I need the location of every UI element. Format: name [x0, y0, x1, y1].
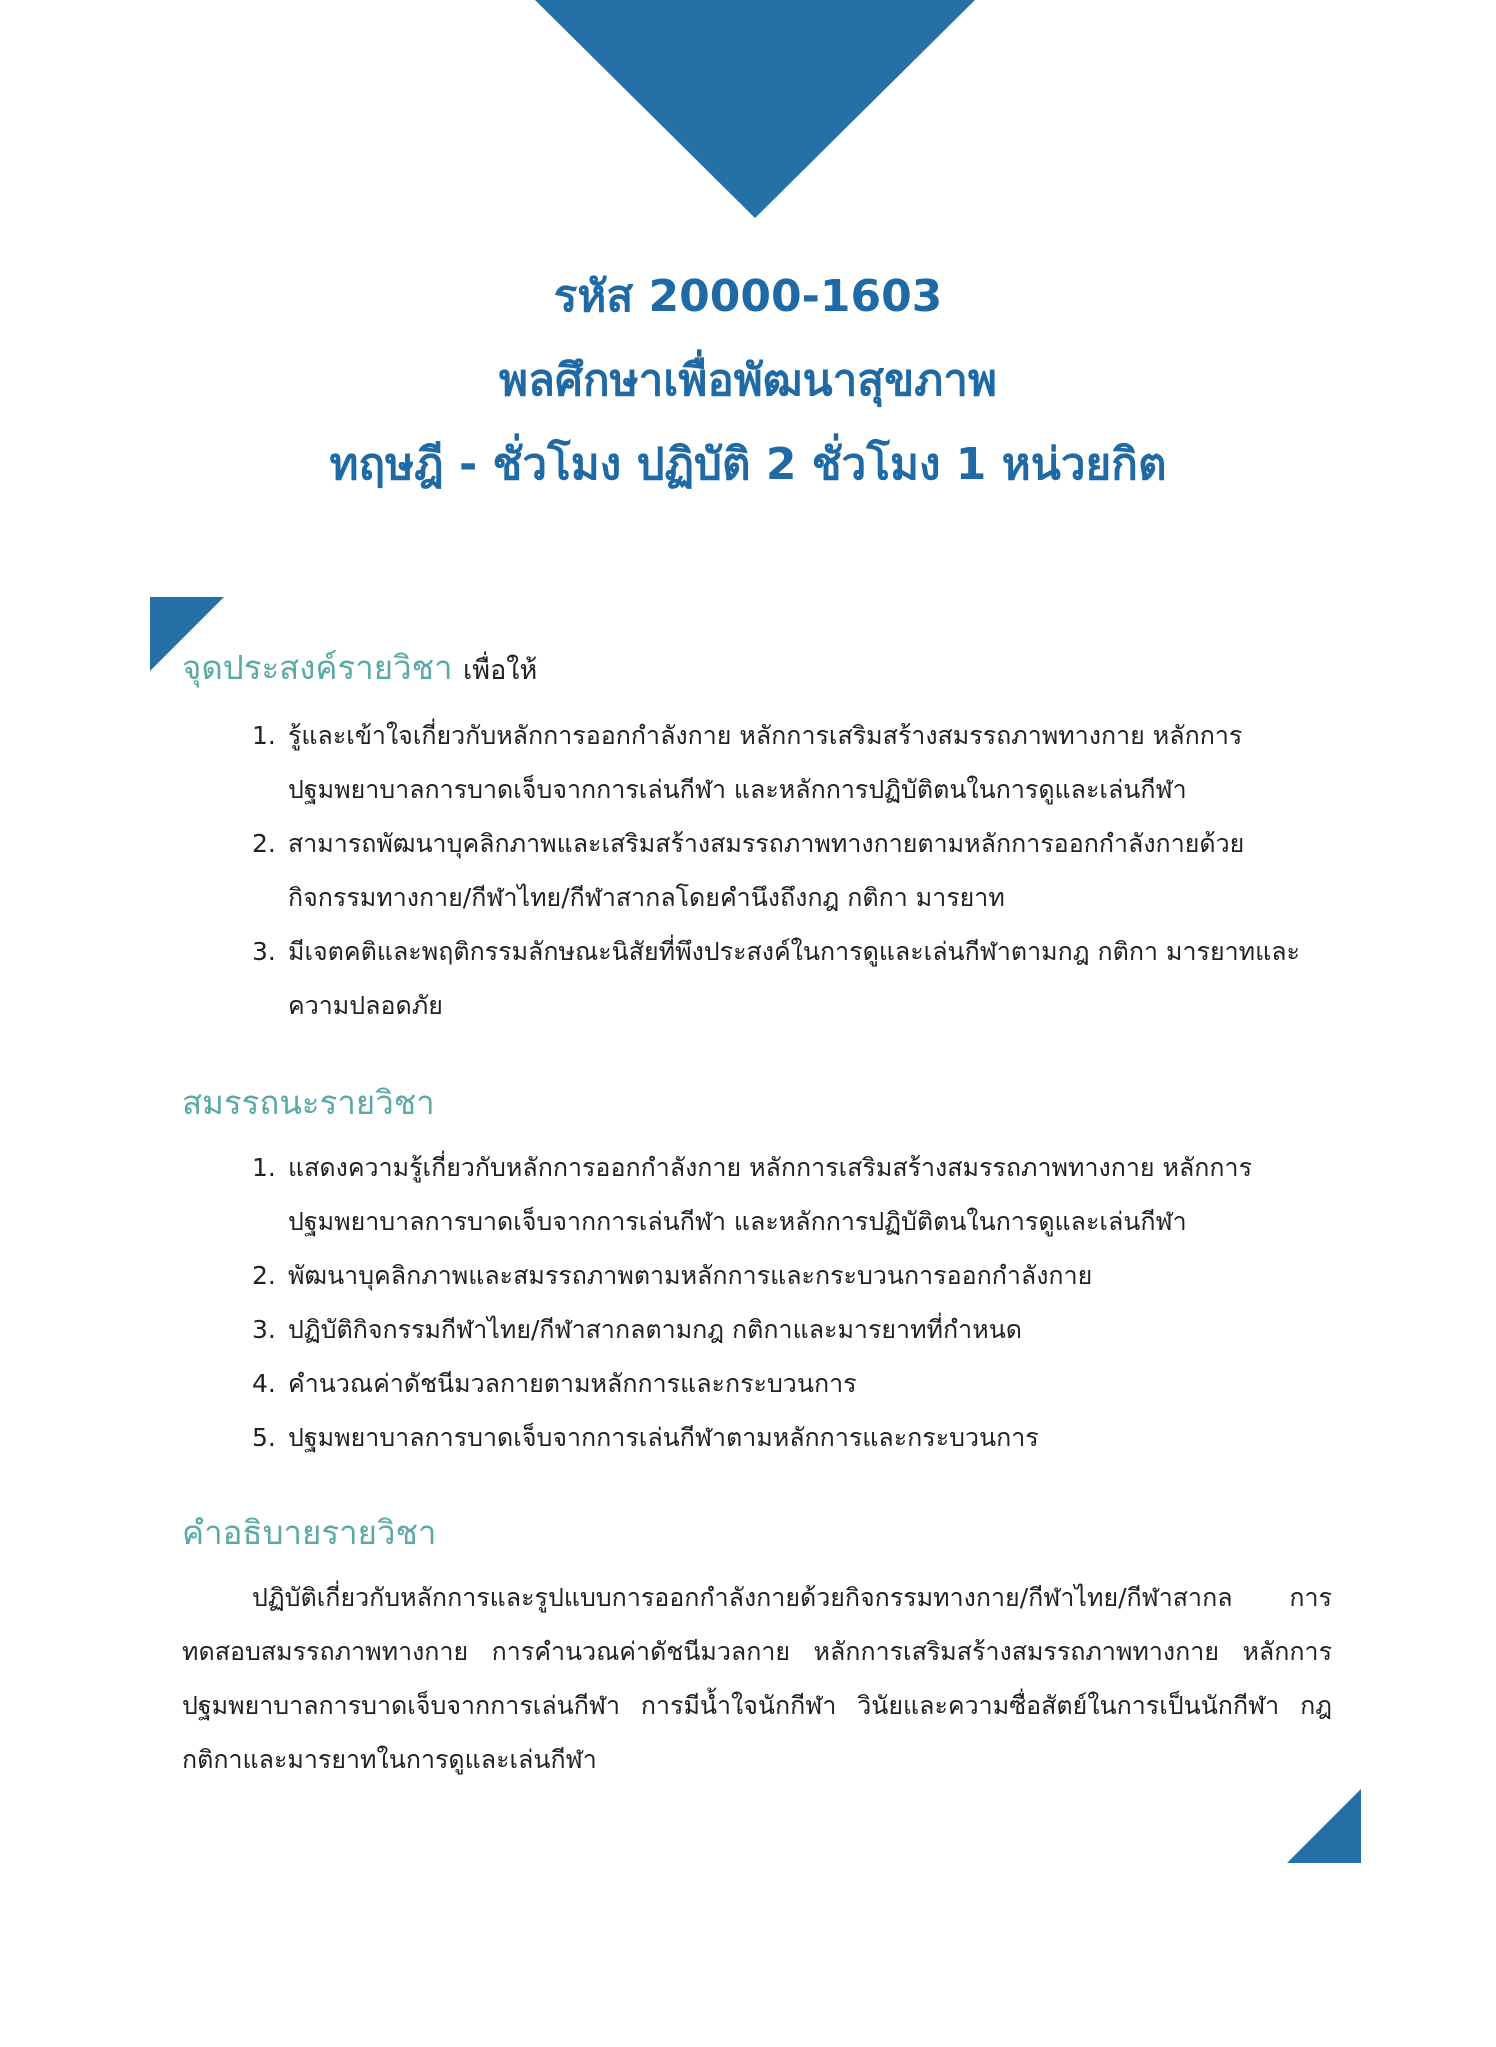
objectives-heading [182, 640, 1332, 699]
competencies-list [182, 1141, 1332, 1465]
description-paragraph: ปฏิบัติเกี่ยวกับหลักการและรูปแบบการออกกำลังกายด้วยกิจกรรมทางกาย/กีฬาไทย/กีฬาสากล การทดสอบสมรรถภาพทางกาย การคำนวณค่าดัชนีมวลกาย หลักการเสริมสร้างสมรรถภาพทางกาย หลักการปฐมพยาบาลการบาดเจ็บจากการเล่นกีฬา การมีน้ำใจนักกีฬา วินัยและความซื่อสัตย์ในการเป็นนักกีฬา กฎกติกาและมารยาทในการดูและเล่นกีฬา [182, 1583, 1332, 1774]
list-item [252, 817, 1332, 925]
list-item [252, 1141, 1332, 1249]
item-number: 1. [252, 721, 276, 750]
objectives-section [182, 640, 1332, 1033]
description-heading: คำอธิบายรายวิชา [182, 1513, 437, 1552]
item-number: 3. [252, 1315, 276, 1344]
top-decorative-triangle [535, 0, 975, 218]
item-text: แสดงความรู้เกี่ยวกับหลักการออกกำลังกาย หลักการเสริมสร้างสมรรถภาพทางกาย หลักการปฐมพยาบาลการบาดเจ็บจากการเล่นกีฬา และหลักการปฏิบัติตนในการดูและเล่นกีฬา [288, 1153, 1253, 1236]
course-code: รหัส 20000-1603 [553, 271, 943, 322]
objectives-heading-text: จุดประสงค์รายวิชา [182, 648, 453, 687]
list-item [252, 1357, 1332, 1411]
course-title-block [0, 255, 1496, 507]
item-number: 2. [252, 1261, 276, 1290]
item-number: 1. [252, 1153, 276, 1182]
list-item [252, 1411, 1332, 1465]
course-hours: ทฤษฎี - ชั่วโมง ปฏิบัติ 2 ชั่วโมง 1 หน่วยกิต [329, 439, 1167, 490]
bottom-right-decorative-triangle [1287, 1789, 1361, 1863]
description-section [182, 1505, 1332, 1787]
list-item [252, 1303, 1332, 1357]
competencies-heading: สมรรถนะรายวิชา [182, 1083, 435, 1122]
item-number: 4. [252, 1369, 276, 1398]
item-text: สามารถพัฒนาบุคลิกภาพและเสริมสร้างสมรรถภาพทางกายตามหลักการออกกำลังกายด้วยกิจกรรมทางกาย/กีฬาไทย/กีฬาสากลโดยคำนึงถึงกฎ กติกา มารยาท [288, 829, 1245, 912]
item-text: รู้และเข้าใจเกี่ยวกับหลักการออกกำลังกาย หลักการเสริมสร้างสมรรถภาพทางกาย หลักการปฐมพยาบาลการบาดเจ็บจากการเล่นกีฬา และหลักการปฏิบัติตนในการดูและเล่นกีฬา [288, 721, 1243, 804]
list-item [252, 1249, 1332, 1303]
item-number: 2. [252, 829, 276, 858]
item-text: มีเจตคติและพฤติกรรมลักษณะนิสัยที่พึงประสงค์ในการดูและเล่นกีฬาตามกฎ กติกา มารยาทและความปลอดภัย [288, 937, 1300, 1020]
item-text: ปฏิบัติกิจกรรมกีฬาไทย/กีฬาสากลตามกฎ กติกาและมารยาทที่กำหนด [288, 1315, 1023, 1344]
item-text: พัฒนาบุคลิกภาพและสมรรถภาพตามหลักการและกระบวนการออกกำลังกาย [288, 1261, 1093, 1290]
item-number: 5. [252, 1423, 276, 1452]
item-text: คำนวณค่าดัชนีมวลกายตามหลักการและกระบวนการ [288, 1369, 857, 1398]
objectives-heading-suffix: เพื่อให้ [463, 655, 538, 686]
item-number: 3. [252, 937, 276, 966]
list-item [252, 925, 1332, 1033]
item-text: ปฐมพยาบาลการบาดเจ็บจากการเล่นกีฬาตามหลักการและกระบวนการ [288, 1423, 1039, 1452]
competencies-section [182, 1075, 1332, 1465]
list-item [252, 709, 1332, 817]
objectives-list [182, 709, 1332, 1033]
course-name: พลศึกษาเพื่อพัฒนาสุขภาพ [499, 355, 997, 406]
